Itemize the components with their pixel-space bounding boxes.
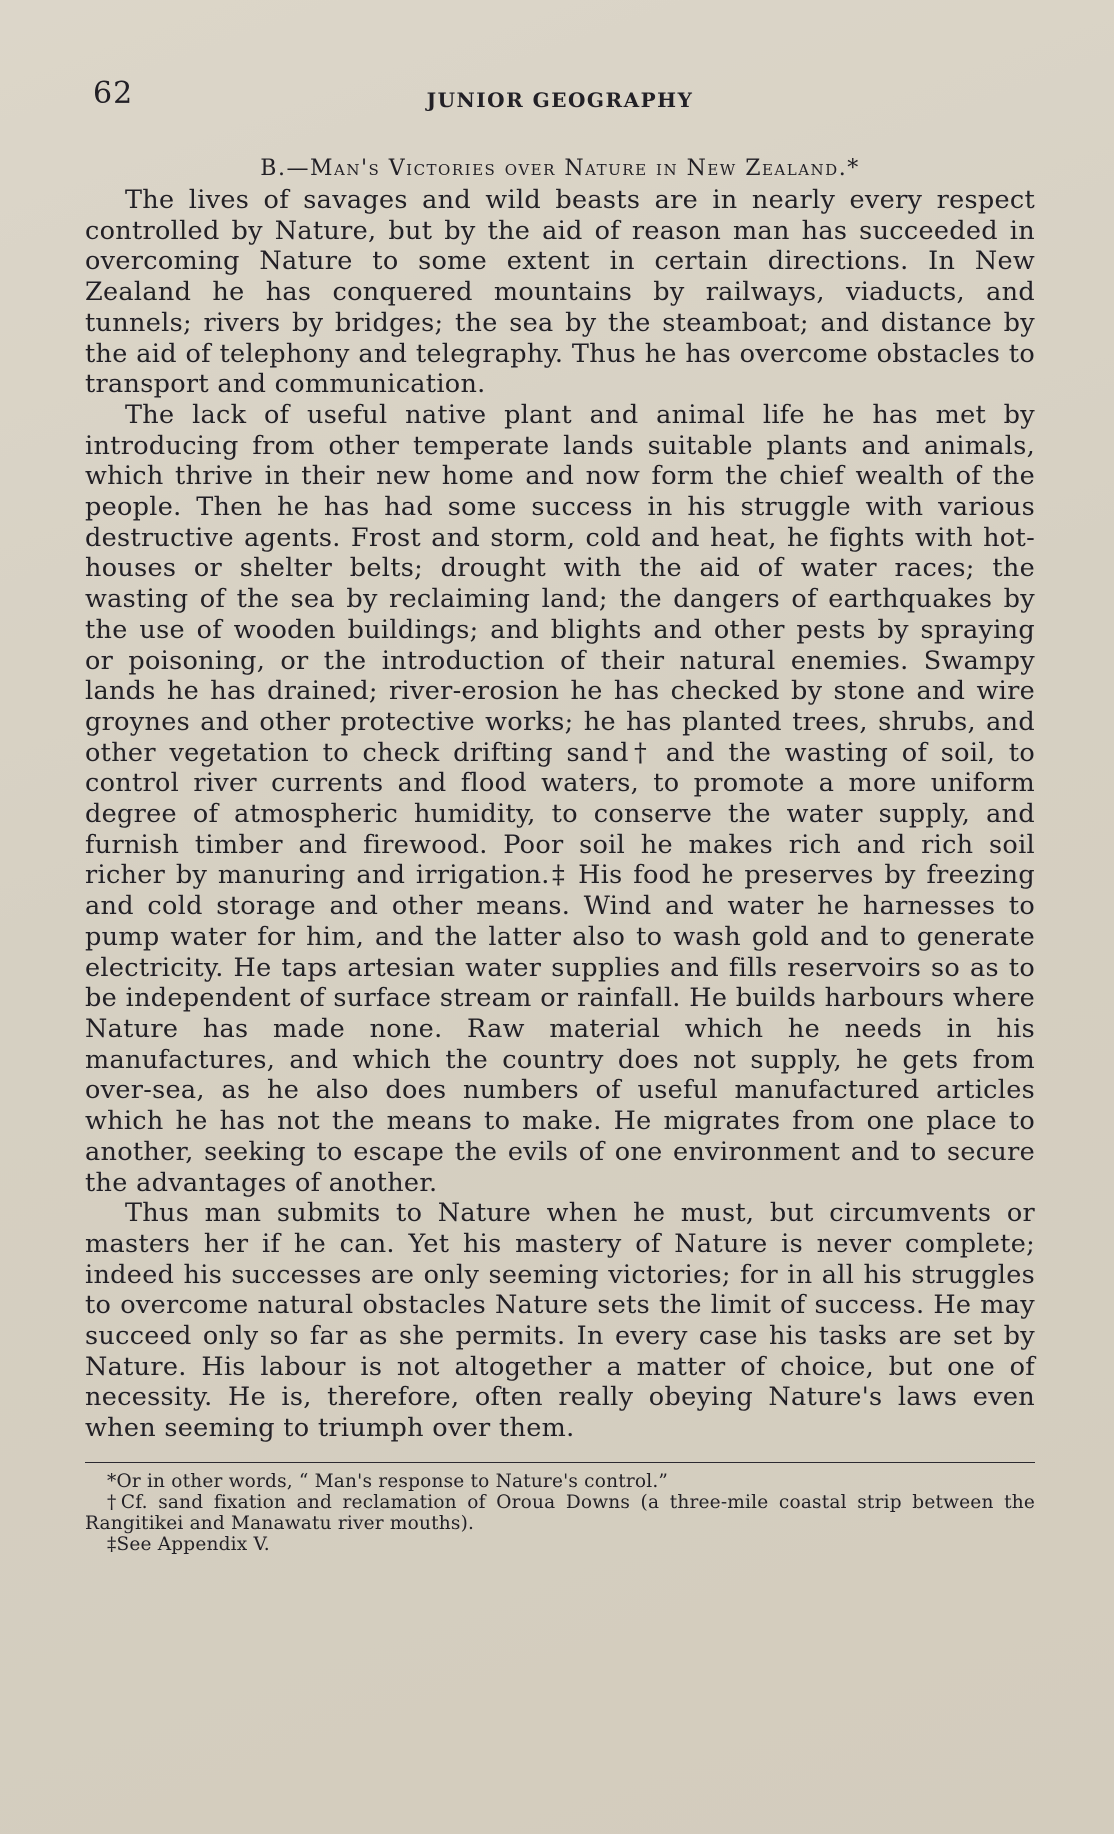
page-header <box>85 70 1035 120</box>
page-number: 62 <box>93 76 134 111</box>
section-title: B.—Man's Victories over Nature in New Zealand.* <box>260 156 860 181</box>
footnote: *Or in other words, “ Man's response to Nature's control.” <box>107 1470 669 1492</box>
body-paragraph: The lives of savages and wild beasts are in nearly every respect controlled by Nature, but by the aid of reason man has succeeded in overcoming Nature to some extent in certain directions. In New Zealand he has conquered mountains by railways, viaducts, and tunnels; rivers by bridges; the sea by the steamboat; and distance by the aid of telephony and telegraphy. Thus he has overcome obstacles to transport and communication. <box>85 185 1035 400</box>
body-paragraph: The lack of useful native plant and animal life he has met by introducing from other temperate lands suitable plants and animals, which thrive in their new home and now form the chief wealth of the people. Then he has had some success in his struggle with various destructive agents. Frost and storm, cold and heat, he fights with hot-houses or shelter belts; drought with the aid of water races; the wasting of the sea by reclaiming land; the dangers of earthquakes by the use of wooden buildings; and blights and other pests by spraying or poisoning, or the introduction of their natural enemies. Swampy lands he has drained; river-erosion he has checked by stone and wire groynes and other protective works; he has planted trees, shrubs, and other vegetation to check drifting sand† and the wasting of soil, to control river currents and flood waters, to promote a more uniform degree of atmospheric humidity, to conserve the water supply, and furnish timber and firewood. Poor soil he makes rich and rich soil richer by manuring and irrigation.‡ His food he preserves by freezing and cold storage and other means. Wind and water he harnesses to pump water for him, and the latter also to wash gold and to generate electricity. He taps artesian water supplies and fills reservoirs so as to be independent of surface stream or rainfall. He builds harbours where Nature has made none. Raw material which he needs in his manufactures, and which the country does not supply, he gets from over-sea, as he also does numbers of useful manufactured articles which he has not the means to make. He migrates from one place to another, seeking to escape the evils of one environment and to secure the advantages of another. <box>85 399 1035 1198</box>
running-title: JUNIOR GEOGRAPHY <box>426 88 694 112</box>
footnote-divider <box>85 1462 1035 1463</box>
book-page <box>85 70 1035 1555</box>
footnote: ‡See Appendix V. <box>107 1533 270 1555</box>
footnote: †Cf. sand fixation and reclamation of Oroua Downs (a three-mile coastal strip between the Rangitikei and Manawatu river mouths). <box>85 1491 1035 1534</box>
body-paragraph: Thus man submits to Nature when he must, but circumvents or masters her if he can. Yet his mastery of Nature is never complete; indeed his successes are only seeming victories; for in all his struggles to overcome natural obstacles Nature sets the limit of success. He may succeed only so far as she permits. In every case his tasks are set by Nature. His labour is not altogether a matter of choice, but one of necessity. He is, therefore, often really obeying Nature's laws even when seeming to triumph over them. <box>85 1198 1035 1444</box>
